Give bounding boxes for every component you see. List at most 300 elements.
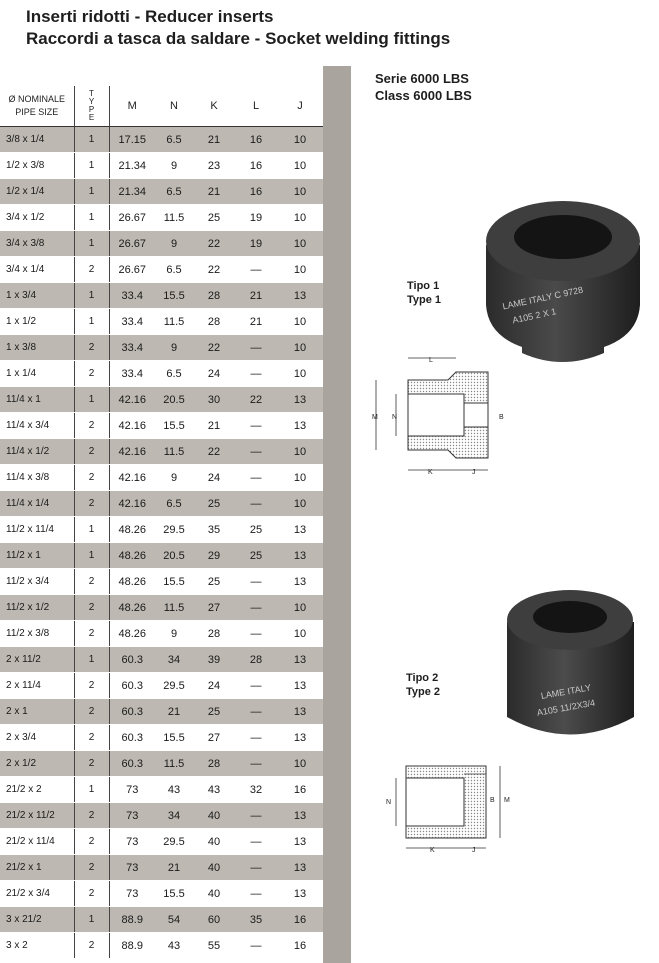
- cell-k: 23: [193, 153, 235, 179]
- header-type-letter: Y: [88, 97, 95, 106]
- table-body: [0, 127, 323, 959]
- cell-k: 22: [193, 439, 235, 465]
- cell-type: 1: [74, 907, 109, 933]
- page-titles: [26, 6, 450, 50]
- table-row: [0, 647, 323, 673]
- cell-size: 2 x 11/2: [0, 647, 74, 673]
- table-row: [0, 127, 323, 153]
- cell-l: —: [235, 361, 277, 387]
- cell-l: —: [235, 465, 277, 491]
- header-n: N: [155, 86, 193, 127]
- type1-label-en: Type 1: [407, 294, 442, 306]
- cell-l: —: [235, 803, 277, 829]
- cell-type: 1: [74, 387, 109, 413]
- cell-n: 9: [155, 335, 193, 361]
- cell-size: 2 x 1: [0, 699, 74, 725]
- table-row: [0, 413, 323, 439]
- type1-dim-n: N: [392, 414, 398, 421]
- cell-m: 60.3: [109, 699, 155, 725]
- type2-label-en: Type 2: [406, 686, 441, 698]
- table-row: [0, 361, 323, 387]
- cell-size: 11/4 x 1/4: [0, 491, 74, 517]
- table-row: [0, 855, 323, 881]
- cell-l: —: [235, 751, 277, 777]
- table-row: [0, 933, 323, 959]
- type2-marking-1: LAME ITALY: [540, 682, 592, 702]
- cell-k: 22: [193, 257, 235, 283]
- table-header-row: [0, 86, 323, 127]
- type1-fitting-photo: [482, 185, 644, 375]
- cell-k: 40: [193, 803, 235, 829]
- type2-dim-b: B: [490, 797, 495, 804]
- series-labels: [375, 70, 472, 104]
- cell-size: 2 x 1/2: [0, 751, 74, 777]
- cell-m: 42.16: [109, 387, 155, 413]
- table-row: [0, 465, 323, 491]
- cell-type: 2: [74, 803, 109, 829]
- cell-j: 10: [277, 361, 323, 387]
- cell-n: 29.5: [155, 673, 193, 699]
- type2-dim-j: J: [472, 847, 476, 854]
- cell-m: 42.16: [109, 491, 155, 517]
- cell-k: 28: [193, 309, 235, 335]
- table-row: [0, 881, 323, 907]
- cell-n: 6.5: [155, 127, 193, 153]
- type2-bore: [533, 601, 607, 633]
- cell-l: —: [235, 855, 277, 881]
- table-row: [0, 179, 323, 205]
- header-type-letter: P: [88, 105, 95, 114]
- type2-label-it: Tipo 2: [406, 672, 439, 684]
- cell-size: 3/8 x 1/4: [0, 127, 74, 153]
- cell-size: 1/2 x 3/8: [0, 153, 74, 179]
- cell-n: 6.5: [155, 257, 193, 283]
- cell-l: —: [235, 725, 277, 751]
- type1-dim-l: L: [429, 357, 433, 364]
- cell-l: —: [235, 673, 277, 699]
- cell-size: 11/4 x 3/4: [0, 413, 74, 439]
- cell-size: 3/4 x 3/8: [0, 231, 74, 257]
- cell-type: 2: [74, 829, 109, 855]
- cell-l: 16: [235, 153, 277, 179]
- cell-size: 1 x 3/8: [0, 335, 74, 361]
- header-m: M: [109, 86, 155, 127]
- cell-type: 2: [74, 881, 109, 907]
- cell-k: 28: [193, 283, 235, 309]
- cell-type: 2: [74, 569, 109, 595]
- cell-type: 1: [74, 205, 109, 231]
- cell-l: 21: [235, 309, 277, 335]
- cell-j: 10: [277, 465, 323, 491]
- cell-l: 32: [235, 777, 277, 803]
- type1-bore: [514, 215, 612, 259]
- type2-dim-k: K: [430, 847, 435, 854]
- type1-dim-b: B: [499, 414, 504, 421]
- title-socket-welding: Raccordi a tasca da saldare - Socket welding fittings: [26, 29, 451, 48]
- cell-type: 2: [74, 491, 109, 517]
- cell-l: 25: [235, 543, 277, 569]
- cell-type: 2: [74, 933, 109, 959]
- cell-n: 43: [155, 777, 193, 803]
- cell-k: 43: [193, 777, 235, 803]
- cell-n: 9: [155, 231, 193, 257]
- cell-k: 24: [193, 361, 235, 387]
- cell-l: —: [235, 933, 277, 959]
- cell-type: 1: [74, 543, 109, 569]
- cell-n: 6.5: [155, 491, 193, 517]
- cell-size: 1 x 1/4: [0, 361, 74, 387]
- cell-j: 13: [277, 517, 323, 543]
- cell-n: 15.5: [155, 569, 193, 595]
- cell-type: 2: [74, 855, 109, 881]
- cell-l: —: [235, 595, 277, 621]
- cell-m: 33.4: [109, 335, 155, 361]
- cell-size: 21/2 x 11/4: [0, 829, 74, 855]
- cell-n: 29.5: [155, 517, 193, 543]
- cell-size: 1/2 x 1/4: [0, 179, 74, 205]
- table-row: [0, 283, 323, 309]
- cell-j: 10: [277, 179, 323, 205]
- type1-socket: [408, 394, 464, 436]
- table-row: [0, 777, 323, 803]
- cell-type: 2: [74, 257, 109, 283]
- cell-j: 13: [277, 413, 323, 439]
- cell-m: 21.34: [109, 153, 155, 179]
- cell-type: 2: [74, 699, 109, 725]
- decorative-sidebar: [323, 66, 351, 963]
- type1-dim-j: J: [472, 469, 476, 476]
- cell-k: 40: [193, 829, 235, 855]
- cell-m: 48.26: [109, 595, 155, 621]
- cell-n: 15.5: [155, 283, 193, 309]
- cell-size: 11/4 x 1/2: [0, 439, 74, 465]
- cell-j: 13: [277, 855, 323, 881]
- table-row: [0, 309, 323, 335]
- cell-k: 25: [193, 491, 235, 517]
- cell-k: 25: [193, 205, 235, 231]
- type2-label: [406, 671, 440, 699]
- cell-m: 33.4: [109, 283, 155, 309]
- type1-marking-2: A105 2 X 1: [511, 306, 558, 326]
- cell-size: 1 x 3/4: [0, 283, 74, 309]
- table-row: [0, 335, 323, 361]
- cell-n: 15.5: [155, 725, 193, 751]
- cell-m: 26.67: [109, 257, 155, 283]
- cell-n: 6.5: [155, 361, 193, 387]
- title-reducer-inserts: Inserti ridotti - Reducer inserts: [26, 7, 274, 26]
- cell-n: 54: [155, 907, 193, 933]
- cell-m: 60.3: [109, 725, 155, 751]
- table-row: [0, 829, 323, 855]
- cell-m: 60.3: [109, 673, 155, 699]
- cell-k: 35: [193, 517, 235, 543]
- table-row: [0, 673, 323, 699]
- header-l: L: [235, 86, 277, 127]
- cell-size: 21/2 x 11/2: [0, 803, 74, 829]
- cell-type: 1: [74, 231, 109, 257]
- header-k: K: [193, 86, 235, 127]
- cell-k: 21: [193, 413, 235, 439]
- cell-type: 2: [74, 751, 109, 777]
- cell-type: 1: [74, 179, 109, 205]
- table-row: [0, 803, 323, 829]
- cell-j: 10: [277, 257, 323, 283]
- type2-marking-2: A105 11/2X3/4: [536, 697, 596, 718]
- cell-l: 22: [235, 387, 277, 413]
- cell-size: 2 x 11/4: [0, 673, 74, 699]
- cell-type: 2: [74, 673, 109, 699]
- cell-type: 1: [74, 517, 109, 543]
- cell-size: 11/4 x 3/8: [0, 465, 74, 491]
- cell-n: 20.5: [155, 543, 193, 569]
- cell-l: —: [235, 621, 277, 647]
- cell-type: 1: [74, 647, 109, 673]
- cell-size: 3 x 21/2: [0, 907, 74, 933]
- cell-j: 10: [277, 153, 323, 179]
- cell-type: 2: [74, 621, 109, 647]
- cell-n: 20.5: [155, 387, 193, 413]
- cell-type: 2: [74, 335, 109, 361]
- cell-l: 19: [235, 205, 277, 231]
- cell-l: 16: [235, 179, 277, 205]
- cell-m: 17.15: [109, 127, 155, 153]
- cell-m: 88.9: [109, 907, 155, 933]
- cell-size: 3/4 x 1/2: [0, 205, 74, 231]
- table-row: [0, 517, 323, 543]
- cell-l: 35: [235, 907, 277, 933]
- cell-m: 42.16: [109, 465, 155, 491]
- cell-type: 2: [74, 465, 109, 491]
- cell-m: 73: [109, 803, 155, 829]
- cell-m: 60.3: [109, 751, 155, 777]
- cell-n: 29.5: [155, 829, 193, 855]
- type1-dim-m: M: [372, 414, 378, 421]
- cell-j: 13: [277, 673, 323, 699]
- cell-n: 34: [155, 647, 193, 673]
- cell-k: 22: [193, 335, 235, 361]
- cell-size: 11/2 x 11/4: [0, 517, 74, 543]
- cell-j: 10: [277, 439, 323, 465]
- cell-j: 13: [277, 387, 323, 413]
- cell-size: 3 x 2: [0, 933, 74, 959]
- cell-j: 16: [277, 777, 323, 803]
- cell-l: 25: [235, 517, 277, 543]
- table-row: [0, 387, 323, 413]
- cell-j: 10: [277, 595, 323, 621]
- cell-l: 16: [235, 127, 277, 153]
- type2-drawing: [380, 758, 520, 858]
- cell-j: 10: [277, 751, 323, 777]
- cell-n: 9: [155, 153, 193, 179]
- cell-n: 15.5: [155, 881, 193, 907]
- cell-size: 21/2 x 1: [0, 855, 74, 881]
- header-type-letter: E: [88, 113, 95, 122]
- cell-l: —: [235, 699, 277, 725]
- cell-j: 10: [277, 205, 323, 231]
- type1-label: [407, 279, 441, 307]
- cell-k: 40: [193, 855, 235, 881]
- cell-j: 10: [277, 335, 323, 361]
- cell-m: 73: [109, 855, 155, 881]
- inserts-table-wrap: [0, 86, 323, 959]
- cell-k: 30: [193, 387, 235, 413]
- cell-m: 73: [109, 881, 155, 907]
- cell-j: 13: [277, 569, 323, 595]
- cell-type: 1: [74, 309, 109, 335]
- cell-j: 10: [277, 621, 323, 647]
- cell-l: —: [235, 413, 277, 439]
- header-type-letter: T: [89, 89, 94, 98]
- cell-m: 33.4: [109, 361, 155, 387]
- cell-size: 2 x 3/4: [0, 725, 74, 751]
- cell-type: 1: [74, 127, 109, 153]
- cell-j: 13: [277, 699, 323, 725]
- cell-j: 13: [277, 803, 323, 829]
- cell-j: 10: [277, 491, 323, 517]
- cell-m: 73: [109, 777, 155, 803]
- cell-m: 26.67: [109, 231, 155, 257]
- cell-l: 19: [235, 231, 277, 257]
- type1-dim-k: K: [428, 469, 433, 476]
- inserts-table: [0, 86, 323, 959]
- cell-n: 11.5: [155, 205, 193, 231]
- cell-k: 25: [193, 699, 235, 725]
- cell-k: 55: [193, 933, 235, 959]
- type2-dim-m: M: [504, 797, 510, 804]
- cell-m: 73: [109, 829, 155, 855]
- cell-type: 2: [74, 413, 109, 439]
- cell-size: 11/4 x 1: [0, 387, 74, 413]
- type1-label-it: Tipo 1: [407, 280, 440, 292]
- cell-k: 27: [193, 725, 235, 751]
- cell-m: 33.4: [109, 309, 155, 335]
- cell-type: 2: [74, 595, 109, 621]
- cell-m: 48.26: [109, 569, 155, 595]
- cell-k: 24: [193, 465, 235, 491]
- cell-l: —: [235, 257, 277, 283]
- table-row: [0, 751, 323, 777]
- cell-size: 11/2 x 3/4: [0, 569, 74, 595]
- cell-size: 21/2 x 3/4: [0, 881, 74, 907]
- cell-k: 40: [193, 881, 235, 907]
- cell-n: 15.5: [155, 413, 193, 439]
- cell-n: 43: [155, 933, 193, 959]
- table-row: [0, 257, 323, 283]
- table-row: [0, 231, 323, 257]
- cell-k: 27: [193, 595, 235, 621]
- series-english: Class 6000 LBS: [375, 88, 472, 103]
- type1-bore-section: [464, 403, 488, 427]
- cell-l: —: [235, 569, 277, 595]
- cell-n: 11.5: [155, 595, 193, 621]
- cell-l: —: [235, 439, 277, 465]
- cell-size: 3/4 x 1/4: [0, 257, 74, 283]
- table-row: [0, 725, 323, 751]
- cell-j: 10: [277, 231, 323, 257]
- cell-n: 21: [155, 855, 193, 881]
- cell-k: 29: [193, 543, 235, 569]
- cell-j: 13: [277, 283, 323, 309]
- cell-k: 22: [193, 231, 235, 257]
- cell-l: —: [235, 491, 277, 517]
- cell-m: 26.67: [109, 205, 155, 231]
- table-row: [0, 543, 323, 569]
- cell-k: 28: [193, 621, 235, 647]
- cell-m: 48.26: [109, 621, 155, 647]
- header-j: J: [277, 86, 323, 127]
- cell-m: 60.3: [109, 647, 155, 673]
- cell-n: 6.5: [155, 179, 193, 205]
- cell-k: 25: [193, 569, 235, 595]
- header-type: [74, 86, 109, 127]
- cell-m: 48.26: [109, 517, 155, 543]
- type2-fitting-photo: [503, 582, 638, 747]
- cell-m: 48.26: [109, 543, 155, 569]
- cell-l: —: [235, 829, 277, 855]
- cell-type: 2: [74, 361, 109, 387]
- cell-n: 11.5: [155, 309, 193, 335]
- series-italian: Serie 6000 LBS: [375, 71, 469, 86]
- type1-marking-1: LAME ITALY C 9728: [501, 284, 584, 312]
- header-size-line2: PIPE SIZE: [15, 107, 59, 117]
- cell-n: 9: [155, 621, 193, 647]
- table-row: [0, 907, 323, 933]
- cell-k: 60: [193, 907, 235, 933]
- cell-j: 16: [277, 933, 323, 959]
- cell-type: 2: [74, 725, 109, 751]
- cell-j: 13: [277, 543, 323, 569]
- cell-m: 42.16: [109, 413, 155, 439]
- cell-size: 11/2 x 1/2: [0, 595, 74, 621]
- cell-k: 21: [193, 179, 235, 205]
- cell-n: 11.5: [155, 439, 193, 465]
- table-row: [0, 621, 323, 647]
- type2-dim-n: N: [386, 799, 392, 806]
- cell-j: 10: [277, 127, 323, 153]
- cell-l: 21: [235, 283, 277, 309]
- cell-m: 42.16: [109, 439, 155, 465]
- cell-j: 13: [277, 725, 323, 751]
- type2-socket: [406, 778, 464, 826]
- header-pipe-size: [0, 86, 74, 127]
- cell-type: 1: [74, 153, 109, 179]
- cell-n: 11.5: [155, 751, 193, 777]
- cell-k: 24: [193, 673, 235, 699]
- table-row: [0, 595, 323, 621]
- cell-l: 28: [235, 647, 277, 673]
- table-row: [0, 491, 323, 517]
- cell-size: 21/2 x 2: [0, 777, 74, 803]
- cell-j: 16: [277, 907, 323, 933]
- cell-size: 1 x 1/2: [0, 309, 74, 335]
- table-row: [0, 699, 323, 725]
- cell-type: 1: [74, 777, 109, 803]
- cell-l: —: [235, 335, 277, 361]
- cell-m: 21.34: [109, 179, 155, 205]
- cell-size: 11/2 x 1: [0, 543, 74, 569]
- table-row: [0, 569, 323, 595]
- cell-j: 13: [277, 829, 323, 855]
- table-row: [0, 439, 323, 465]
- cell-type: 1: [74, 283, 109, 309]
- header-size-line1: Ø NOMINALE: [8, 94, 65, 104]
- type1-drawing: [368, 348, 518, 488]
- cell-n: 9: [155, 465, 193, 491]
- cell-k: 28: [193, 751, 235, 777]
- cell-j: 13: [277, 881, 323, 907]
- cell-k: 39: [193, 647, 235, 673]
- cell-m: 88.9: [109, 933, 155, 959]
